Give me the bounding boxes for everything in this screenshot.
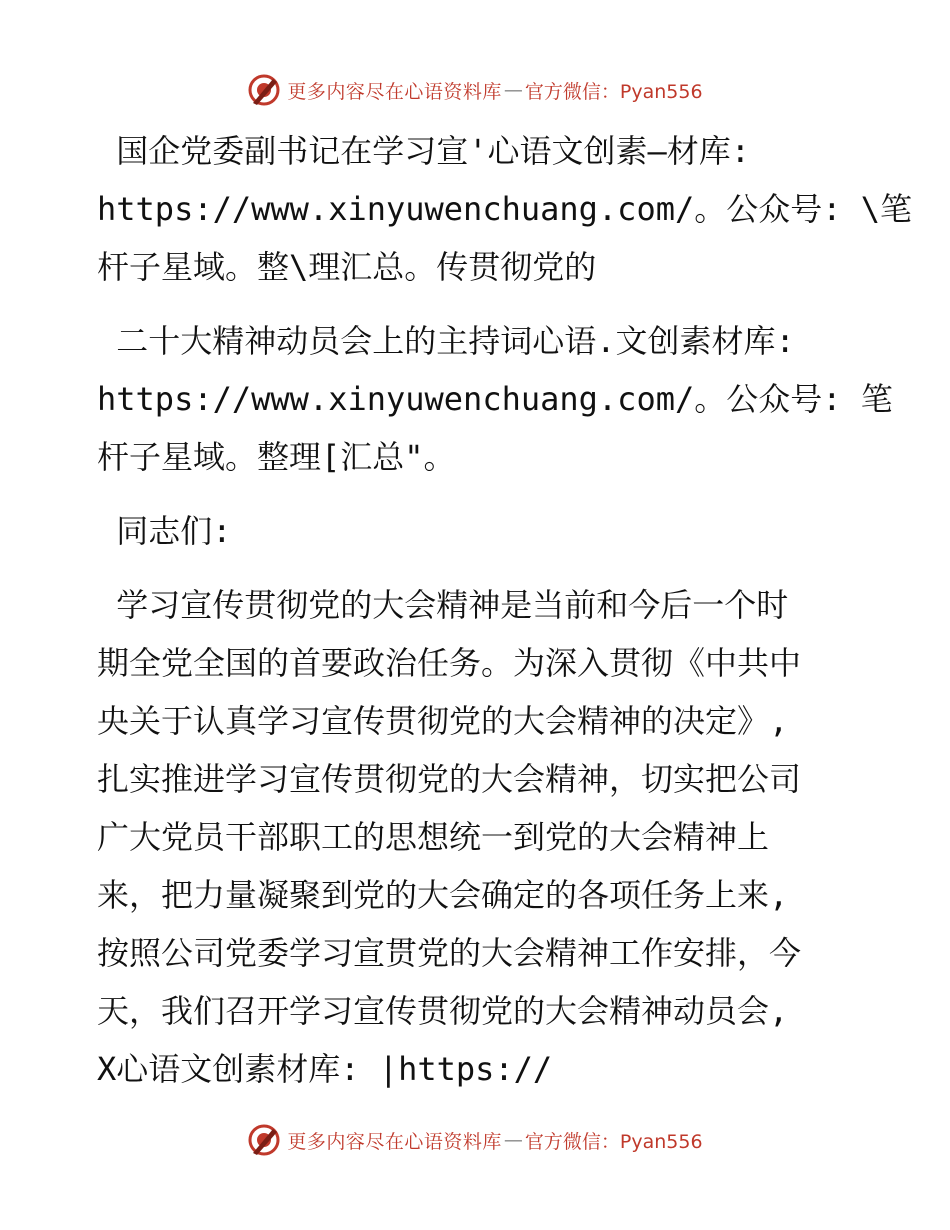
banner-wechat: 官方微信：Pyan556 [524, 1130, 703, 1153]
text-line: 天，我们召开学习宣传贯彻党的大会精神动员会, [97, 992, 789, 1030]
footer-banner [0, 1120, 950, 1160]
banner-wechat: 官方微信：Pyan556 [524, 80, 703, 103]
text-line: 扎实推进学习宣传贯彻党的大会精神，切实把公司 [97, 760, 802, 798]
paragraph-body [97, 576, 857, 1098]
text-line: https://www.xinyuwenchuang.com/。公众号: \笔 [97, 190, 913, 228]
banner-dash: — [503, 1129, 523, 1151]
paragraph-salutation [97, 502, 857, 560]
text-line: 二十大精神动员会上的主持词心语.文创素材库: [97, 322, 795, 360]
text-line: 国企党委副书记在学习宣'心语文创素—材库: [97, 132, 751, 170]
text-line: 按照公司党委学习宣贯党的大会精神工作安排，今 [97, 934, 802, 972]
paragraph-title [97, 122, 913, 296]
banner-text: 更多内容尽在心语资料库 [287, 80, 502, 103]
pen-logo-icon [247, 73, 281, 107]
header-banner [0, 70, 950, 110]
banner-text: 更多内容尽在心语资料库 [287, 1130, 502, 1153]
text-line: 同志们: [97, 512, 232, 550]
document-body [97, 122, 913, 1098]
text-line: https://www.xinyuwenchuang.com/。公众号: 笔 [97, 380, 893, 418]
text-line: 来，把力量凝聚到党的大会确定的各项任务上来, [97, 876, 789, 914]
paragraph-subtitle [97, 312, 893, 486]
text-line: 期全党全国的首要政治任务。为深入贯彻《中共中 [97, 644, 802, 682]
text-line: 杆子星域。整\理汇总。传贯彻党的 [97, 248, 597, 286]
pen-logo-icon [247, 1123, 281, 1157]
text-line: 学习宣传贯彻党的大会精神是当前和今后一个时 [97, 586, 789, 624]
text-line: 央关于认真学习宣传贯彻党的大会精神的决定》, [97, 702, 789, 740]
text-line: 广大党员干部职工的思想统一到党的大会精神上 [97, 818, 770, 856]
text-line: 杆子星域。整理[汇总"。 [97, 438, 456, 476]
banner-dash: — [503, 79, 523, 101]
text-line: X心语文创素材库: |https:// [97, 1050, 553, 1088]
